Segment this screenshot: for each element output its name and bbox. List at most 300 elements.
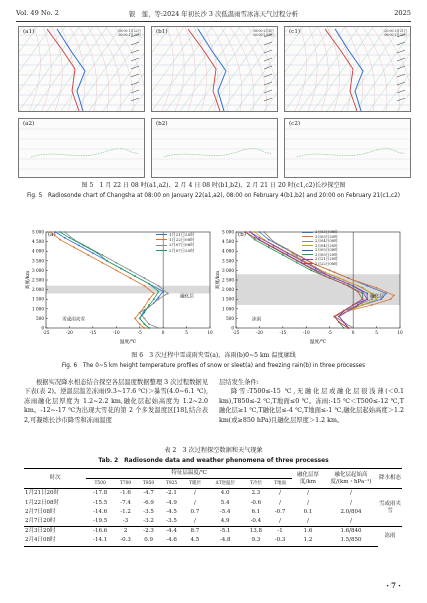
panel-legend — [253, 29, 274, 37]
y-tick-label: 2 500 — [222, 277, 234, 283]
x-axis-label: 温度/℃ — [309, 340, 327, 345]
table-cell: 1月22日08时 — [25, 499, 59, 506]
table-cell: -4.5 — [166, 508, 177, 515]
adiabat-line — [336, 27, 351, 111]
table-cell: 5.4 — [220, 499, 230, 506]
data-point — [64, 231, 66, 233]
header-phenomenon: 降水相态 — [378, 469, 402, 489]
data-point — [97, 252, 99, 254]
data-point — [268, 245, 270, 247]
y-tick-label: 1 000 — [222, 306, 234, 312]
data-point — [129, 270, 131, 272]
phenomenon-cell: 雪或雨夹雪 — [379, 500, 402, 514]
table-cell: -4.6 — [160, 536, 183, 546]
legend-swatch — [302, 236, 313, 237]
body-paragraph-right — [219, 378, 404, 425]
wind-plot-a2 — [19, 119, 144, 177]
y-tick-label: 4 500 — [32, 239, 44, 245]
wind-barb — [264, 42, 272, 45]
legend-swatch — [302, 241, 313, 242]
table-cell: / — [350, 499, 352, 506]
data-point — [348, 327, 350, 329]
legend-label: 1月21日20时 — [169, 232, 195, 237]
data-point — [393, 294, 395, 296]
adiabat-line — [248, 27, 277, 111]
header-col: T925 — [160, 479, 183, 489]
legend-swatch — [156, 250, 167, 251]
y-tick-label: 500 — [226, 315, 234, 321]
data-point — [158, 291, 160, 293]
data-point — [144, 306, 146, 308]
wind-barb — [131, 82, 139, 85]
table-row — [24, 499, 402, 508]
header-col: ΔT逆温层 — [207, 479, 244, 489]
header-col: T地面 — [268, 479, 292, 489]
data-point — [115, 270, 117, 272]
data-point — [362, 291, 364, 293]
table-2-caption-en: Tab. 2 Radiosonde data and weather phenomena of three processes — [98, 458, 329, 464]
chart-b-legend — [302, 230, 338, 266]
adiabat-line — [115, 27, 144, 111]
legend-swatch — [156, 239, 167, 240]
data-point — [148, 283, 150, 285]
data-point — [362, 298, 364, 300]
series-line — [60, 232, 158, 328]
wind-barb — [397, 58, 405, 61]
y-tick-label: 0 — [231, 325, 234, 331]
table-cell: -4.4 — [160, 527, 183, 537]
table-cell: -5.4 — [219, 508, 231, 515]
legend-entry: 20:00 2月21日 — [384, 29, 407, 33]
table-cell: / — [307, 518, 309, 525]
table-cell: 2月7日08时 — [25, 508, 56, 515]
data-point — [87, 254, 89, 256]
legend-swatch — [302, 259, 313, 260]
data-point — [362, 304, 364, 306]
table-cell: 2.3 — [251, 490, 261, 497]
table-cell: -3.5 — [143, 508, 154, 515]
data-point — [144, 312, 146, 314]
data-point — [64, 237, 66, 239]
data-point — [366, 298, 368, 300]
data-point — [153, 293, 155, 295]
table-cell: 6.1 — [251, 508, 261, 515]
table-cell: 0.1 — [303, 508, 313, 515]
data-point — [296, 262, 298, 264]
data-point — [296, 260, 298, 262]
table-cell: 2 — [114, 527, 137, 537]
y-tick-label: 3 500 — [32, 258, 44, 264]
table-cell: / — [350, 490, 352, 497]
panel-b2 — [151, 118, 278, 178]
table-cell: / — [279, 499, 282, 506]
y-tick-label: 4 500 — [222, 239, 234, 245]
annotation-label: 雪或雨夹雪 — [62, 317, 85, 323]
data-point — [273, 245, 275, 247]
adiabat-line — [345, 27, 363, 111]
table-cell: / — [279, 518, 282, 525]
y-tick-label: 3 500 — [222, 258, 234, 264]
adiabat-line — [308, 27, 317, 111]
adiabat-line — [230, 27, 254, 111]
data-point — [324, 275, 326, 277]
y-tick-label: 5 000 — [222, 229, 234, 235]
adiabat-line — [363, 27, 387, 111]
table-cell: -0.3 — [114, 536, 137, 546]
adiabat-line — [212, 27, 230, 111]
x-tick-label: -5 — [327, 330, 332, 335]
y-axis-label: 高度/km — [216, 270, 221, 290]
wind-barb — [397, 82, 405, 85]
profile-trace — [297, 149, 405, 157]
data-point — [310, 270, 312, 272]
data-point — [287, 252, 289, 254]
header-time: 时次 — [24, 469, 86, 489]
panel-a2 — [18, 118, 145, 178]
wind-plot-b2 — [152, 119, 277, 177]
legend-entry: 20:00 2月4日 — [253, 33, 274, 37]
wind-barb — [131, 74, 139, 77]
table-cell: -4.7 — [143, 490, 154, 497]
data-point — [139, 312, 141, 314]
profile-trace — [164, 149, 272, 157]
data-point — [348, 283, 350, 285]
adiabat-line — [70, 27, 85, 111]
table-cell: 1.2 — [292, 536, 324, 546]
header-col: T暖层 — [183, 479, 207, 489]
data-point — [148, 323, 150, 325]
wind-grid — [285, 129, 410, 169]
figure-6-caption-en: Fig. 6 The 0~5 km height temperature profiles of snow or sleet(a) and freezing rain(b) in three processes — [61, 363, 366, 369]
table-cell: / — [194, 518, 196, 525]
legend-entry — [156, 248, 194, 253]
figure-5-caption-zh: 图 5 1 月 22 日 08 时(a1,a2)、2 月 4 日 08 时(b1,b2)、2 月 21 日 20 时(c1,c2)长沙探空图 — [81, 182, 346, 189]
figure-6a-chart — [24, 226, 216, 346]
data-point — [92, 252, 94, 254]
y-tick-label: 1 500 — [32, 296, 44, 302]
legend-swatch — [156, 234, 167, 235]
data-point — [144, 318, 146, 320]
y-tick-label: 1 000 — [32, 306, 44, 312]
radiosonde-plot-a1 — [19, 27, 144, 111]
figure-5-caption-en: Fig. 5 Radiosonde chart of Changsha at 08:00 on January 22(a1,a2), 08:00 on February 4(b1,b2) and 20:00 on February 21(c1,c2) — [26, 193, 401, 199]
table-row — [24, 489, 402, 499]
data-point — [343, 327, 345, 329]
legend-label: 2月05日20时 — [315, 252, 338, 257]
data-point — [144, 327, 146, 329]
panel-c1 — [284, 26, 411, 112]
table-cell: / — [194, 499, 196, 506]
table-cell: -5.1 — [207, 527, 244, 537]
year-label: 2025 — [394, 9, 411, 17]
adiabat-line — [185, 27, 195, 111]
header-rule — [16, 21, 411, 22]
x-tick-label: -20 — [256, 330, 263, 335]
legend-label: 2月07日08时 — [169, 242, 195, 248]
table-cell: 13.8 — [244, 527, 269, 537]
radiosonde-plot-c1 — [285, 27, 410, 111]
y-tick-label: 2 000 — [32, 287, 44, 293]
data-point — [338, 321, 340, 323]
table-cell: 4.9 — [220, 518, 230, 525]
table-header-row — [24, 469, 402, 479]
isotherm-line — [355, 27, 410, 111]
legend-label: 2月04日08时 — [315, 239, 338, 243]
data-point — [254, 237, 256, 239]
header-col: T700 — [114, 479, 137, 489]
wind-barb — [397, 90, 405, 93]
panel-label: (b2) — [156, 121, 168, 127]
adiabat-line — [42, 27, 51, 111]
data-point — [352, 304, 354, 306]
wind-barb — [264, 74, 272, 77]
legend-entry: 20:00 1月22日 — [118, 33, 141, 37]
table-cell: -1.2 — [120, 508, 131, 515]
table-cell: -15.5 — [93, 499, 108, 506]
legend-swatch — [302, 245, 313, 246]
adiabat-line — [239, 27, 266, 111]
legend-entry — [302, 262, 338, 267]
data-point — [139, 323, 141, 325]
y-tick-label: 1 500 — [222, 296, 234, 302]
table-cell: -0.6 — [250, 499, 262, 506]
x-tick-label: 5 — [185, 330, 188, 335]
x-tick-label: -20 — [66, 330, 73, 335]
table-cell: -7.4 — [120, 499, 131, 506]
panel-label: (a) — [48, 232, 56, 238]
melting-layer-band — [236, 274, 400, 305]
data-point — [148, 298, 150, 300]
x-tick-label: -25 — [232, 330, 240, 335]
data-point — [263, 231, 265, 233]
header-col: T冷层 — [244, 479, 269, 489]
radiosonde-table — [24, 468, 402, 547]
data-point — [167, 293, 169, 295]
data-point — [287, 248, 289, 250]
table-cell: 2.0/804 — [340, 508, 362, 515]
data-point — [385, 293, 387, 295]
header-col: T500 — [86, 479, 114, 489]
isotherm-line — [222, 27, 277, 111]
data-point — [158, 296, 160, 298]
x-tick-label: 10 — [207, 330, 213, 335]
y-tick-label: 2 500 — [32, 277, 44, 283]
legend-entry: 08:00 2月22日 — [384, 33, 407, 37]
data-point — [148, 327, 150, 329]
data-point — [315, 268, 317, 270]
table-cell: 0.9 — [137, 536, 160, 546]
running-header — [16, 6, 411, 20]
data-point — [343, 310, 345, 312]
adiabat-line — [381, 27, 410, 111]
data-point — [162, 291, 164, 293]
data-point — [144, 285, 146, 287]
data-point — [115, 262, 117, 264]
panel-c2 — [284, 118, 411, 178]
table-cell: 1.6 — [292, 527, 324, 537]
panel-label: (c1) — [289, 29, 301, 35]
data-point — [282, 252, 284, 254]
legend-label: 2月21日20时 — [315, 257, 338, 261]
data-point — [83, 245, 85, 247]
series-line — [51, 232, 154, 328]
legend-label: 2月04日20时 — [315, 243, 338, 248]
panel-b1 — [151, 26, 278, 112]
dewpoint-profile-line — [188, 29, 220, 111]
adiabat-line — [29, 27, 40, 111]
table-cell: -2.1 — [166, 490, 177, 497]
data-point — [73, 246, 75, 248]
wind-grid — [19, 129, 144, 169]
table-cell: -19.5 — [93, 518, 108, 525]
table-cell: 0.7 — [190, 508, 200, 515]
table-cell: / — [307, 499, 309, 506]
wind-barb — [131, 98, 139, 101]
data-point — [144, 323, 146, 325]
adiabat-line — [318, 27, 328, 111]
y-tick-label: 5 000 — [32, 229, 44, 235]
figure-5-radiosonde — [18, 26, 410, 178]
data-point — [357, 291, 359, 293]
data-point — [134, 318, 136, 320]
x-tick-label: -10 — [302, 330, 310, 335]
data-point — [268, 239, 270, 241]
legend-entry: 08:00 1月22日 — [118, 29, 141, 33]
x-tick-label: -10 — [112, 330, 120, 335]
adiabat-line — [79, 27, 97, 111]
melting-layer-band — [46, 286, 210, 294]
chart-a-legend — [156, 232, 194, 253]
x-tick-label: 10 — [397, 330, 403, 335]
header-melt-thickness: 融化层厚度/km — [292, 469, 324, 489]
legend-label: 2月07日20时 — [169, 247, 195, 253]
table-cell: -0.4 — [250, 518, 262, 525]
table-cell: -4.9 — [166, 499, 177, 506]
y-tick-label: 4 000 — [222, 248, 234, 254]
header-melt-start: 融化层起始高度/(km・hPa⁻¹) — [324, 469, 378, 489]
table-cell: 1月21日20时 — [25, 490, 59, 497]
x-tick-label: 0 — [351, 330, 355, 335]
table-row — [24, 508, 402, 517]
data-point — [329, 275, 331, 277]
data-point — [366, 293, 368, 295]
legend-label: 2月03日20时 — [315, 234, 338, 239]
phenomenon-cell: 冻雨 — [378, 527, 402, 546]
data-point — [153, 298, 155, 300]
table-row — [24, 536, 402, 546]
data-point — [134, 275, 136, 277]
data-point — [158, 327, 160, 329]
panel-label: (a1) — [23, 29, 35, 35]
dewpoint-profile-line — [47, 29, 79, 111]
data-point — [120, 268, 122, 270]
table-cell: 8.7 — [183, 527, 207, 537]
table-cell: -0.7 — [274, 508, 286, 515]
data-point — [254, 239, 256, 241]
data-point — [310, 268, 312, 270]
data-point — [357, 304, 359, 306]
data-point — [282, 254, 284, 256]
x-tick-label: -15 — [279, 330, 287, 335]
data-point — [357, 285, 359, 287]
y-tick-label: 3 000 — [32, 267, 44, 273]
table-cell: -0.3 — [268, 536, 292, 546]
data-point — [254, 231, 256, 233]
y-tick-label: 500 — [36, 315, 44, 321]
data-point — [376, 287, 378, 289]
paragraph-intro: 层结发生条件: — [219, 379, 259, 386]
profile-trace — [31, 149, 139, 157]
data-point — [106, 260, 108, 262]
adiabat-line — [106, 27, 133, 111]
wind-grid — [152, 129, 277, 169]
table-cell: 4.0 — [220, 490, 230, 497]
table-cell: 2月3日20时 — [24, 527, 86, 537]
legend-swatch — [302, 250, 313, 251]
x-tick-label: 5 — [375, 330, 378, 335]
wind-barb — [397, 74, 405, 77]
table-cell: 1.5/850 — [324, 536, 378, 546]
table-cell: 4.5 — [183, 536, 207, 546]
adiabat-line — [372, 27, 399, 111]
annotation-label: 冻雨 — [252, 317, 262, 323]
header-layer-temp: 特征层温度/℃ — [86, 469, 292, 479]
figure-6-caption-zh: 图 6 3 次过程中雪或雨夹雪(a)、冻雨(b)0~5 km 温度廓线 — [131, 352, 296, 359]
adiabat-line — [162, 27, 173, 111]
legend-label: 1月22日08时 — [169, 237, 195, 243]
table-body — [24, 489, 402, 546]
table-cell: -4.8 — [207, 536, 244, 546]
data-point — [69, 237, 71, 239]
table-cell: / — [350, 518, 352, 525]
temperature-profile-line — [57, 29, 85, 111]
table-cell: -1 — [268, 527, 292, 537]
table-cell: 1.6/840 — [324, 527, 378, 537]
legend-label: 2月22日08时 — [315, 261, 338, 266]
x-tick-label: -25 — [42, 330, 50, 335]
table-cell: / — [307, 490, 309, 497]
data-point — [158, 298, 160, 300]
table-cell: 2月7日20时 — [25, 518, 56, 525]
running-title: 银 莲，等:2024 年初长沙 3 次低温雨雪冰冻天气过程分析 — [128, 9, 299, 18]
figure-6b-chart — [214, 226, 406, 346]
wind-plot-c2 — [285, 119, 410, 177]
table-row — [24, 517, 402, 527]
data-point — [343, 321, 345, 323]
data-point — [259, 231, 261, 233]
data-point — [348, 310, 350, 312]
data-point — [268, 246, 270, 248]
data-point — [352, 279, 354, 281]
table-row — [24, 527, 402, 537]
data-point — [390, 298, 392, 300]
wind-barb — [131, 58, 139, 61]
wind-barb — [131, 90, 139, 93]
data-point — [101, 254, 103, 256]
data-point — [259, 237, 261, 239]
melting-layer-label: 融化层 — [370, 294, 384, 300]
legend-swatch — [302, 263, 313, 264]
wind-barb — [131, 42, 139, 45]
legend-label: 2月05日08时 — [315, 248, 338, 252]
skewt-grid — [285, 27, 410, 111]
x-tick-label: -15 — [89, 330, 97, 335]
data-point — [148, 304, 150, 306]
adiabat-line — [175, 27, 184, 111]
y-tick-label: 2 000 — [222, 287, 234, 293]
data-point — [158, 285, 160, 287]
y-tick-label: 4 000 — [32, 248, 44, 254]
